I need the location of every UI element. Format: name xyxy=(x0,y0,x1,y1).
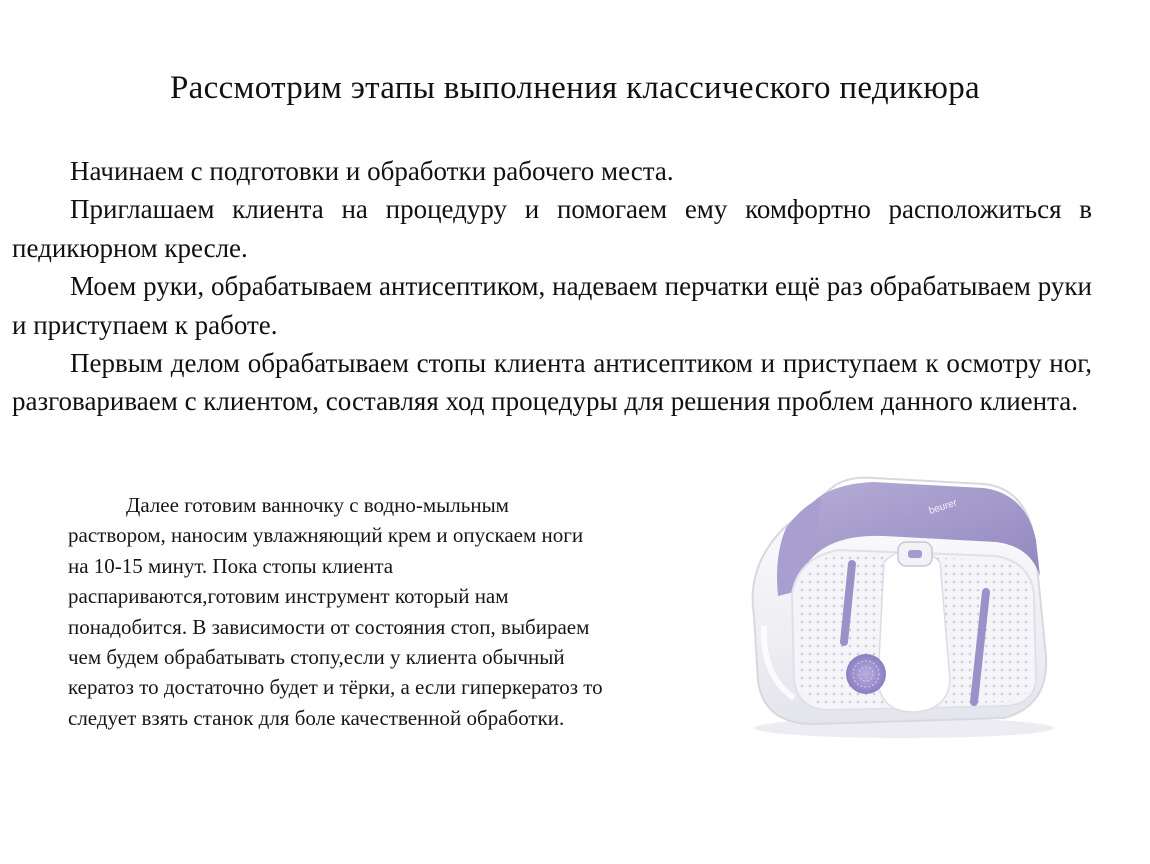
brand-label: beurer xyxy=(927,497,959,517)
paragraph-4: Первым делом обрабатываем стопы клиента антисептиком и приступаем к осмотру ног, разговариваем с клиентом, составляя ход процедуры для решения проблем данного клиента. xyxy=(12,348,1092,417)
paragraph-3: Моем руки, обрабатываем антисептиком, надеваем перчатки ещё раз обрабатываем руки и приступаем к работе. xyxy=(12,271,1092,340)
side-paragraph: Далее готовим ванночку с водно-мыльным раствором, наносим увлажняющий крем и опускаем ноги на 10-15 минут. Пока стопы клиента распариваются,готовим инструмент который нам понадобится. В зависимости от состояния стоп, выбираем чем будем обрабатывать стопу,если у клиента обычный кератоз то достаточно будет и тёрки, а если гиперкератоз то следует взять станок для боле качественной обработки. xyxy=(68,493,603,730)
center-ridge xyxy=(878,549,950,712)
foot-spa-image xyxy=(734,466,1064,742)
side-text-block xyxy=(68,490,608,733)
paragraph-1: Начинаем с подготовки и обработки рабочего места. xyxy=(70,156,674,186)
paragraph-2: Приглашаем клиента на процедуру и помогаем ему комфортно расположиться в педикюрном кресле. xyxy=(12,194,1092,263)
slide-title: Рассмотрим этапы выполнения классического педикюра xyxy=(170,70,980,106)
main-text-block xyxy=(12,152,1092,421)
massager-disk xyxy=(846,654,886,694)
